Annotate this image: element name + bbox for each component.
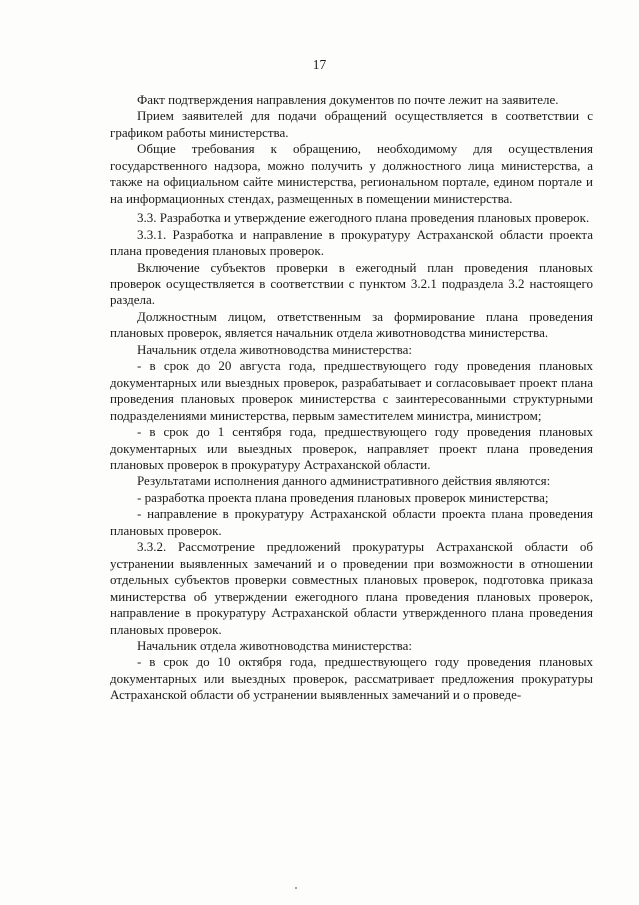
paragraph-mail-confirmation: Факт подтверждения направления документов по почте лежит на заявителе. [137, 92, 559, 107]
scan-speck [295, 887, 297, 889]
section-heading-3-3: 3.3. Разработка и утверждение ежегодного плана проведения плановых проверок. [137, 210, 590, 226]
page-number: 17 [312, 57, 327, 72]
paragraph-results-intro: Результатами исполнения данного административного действия являются: [137, 473, 551, 489]
subsection-heading-3-3-2: 3.3.2. Рассмотрение предложений прокуратуры Астраханской области об устранении выявленных замечаний и о проведении при возможности в отношении отдельных субъектов проверки совместных плановых проверок, подготовка приказа министерства об утверждении ежегодного плана проведения плановых проверок, направление в прокуратуру Астраханской области утвержденного плана проведения плановых проверок. [110, 539, 593, 637]
list-item-result-submission: - направление в прокуратуру Астраханской области проекта плана проведения плановых проверок. [110, 506, 593, 538]
paragraph-head-of-department: Начальник отдела животноводства министерства: [137, 341, 412, 357]
list-item-result-draft: - разработка проекта плана проведения плановых проверок министерства; [137, 489, 549, 505]
paragraph-general-requirements: Общие требования к обращению, необходимому для осуществления государственного надзора, можно получить у должностного лица министерства, а также на официальном сайте министерства, региональном портале, едином портале и на информационных стендах, размещенных в помещении министерства. [110, 141, 593, 206]
list-item-august-deadline: - в срок до 20 августа года, предшествующего году проведения плановых документарных или выездных проверок, разрабатывает и согласовывает проект плана проведения плановых проверок министерства с заинтересованными структурными подразделениями министерства, первым заместителем министра, министром; [110, 358, 593, 423]
paragraph-inclusion-subjects: Включение субъектов проверки в ежегодный план проведения плановых проверок осуществляется в соответствии с пунктом 3.2.1 подраздела 3.2 настоящего раздела. [110, 259, 593, 308]
subsection-heading-3-3-1: 3.3.1. Разработка и направление в прокуратуру Астраханской области проекта плана проведения плановых проверок. [110, 226, 593, 259]
list-item-october-deadline: - в срок до 10 октября года, предшествующего году проведения плановых документарных или выездных проверок, рассматривает предложения прокуратуры Астраханской области об устранении выявленных замечаний и о проведе- [110, 654, 593, 703]
paragraph-responsible-official: Должностным лицом, ответственным за формирование плана проведения плановых проверок, является начальник отдела животноводства министерства. [110, 308, 593, 341]
document-body [110, 92, 593, 704]
paragraph-reception-schedule: Прием заявителей для подачи обращений осуществляется в соответствии с графиком работы министерства. [110, 108, 593, 140]
paragraph-head-of-department-2: Начальник отдела животноводства министерства: [137, 637, 412, 653]
list-item-september-deadline: - в срок до 1 сентября года, предшествующего году проведения плановых документарных или выездных проверок, направляет проект плана проведения плановых проверок в прокуратуру Астраханской области. [110, 424, 593, 472]
